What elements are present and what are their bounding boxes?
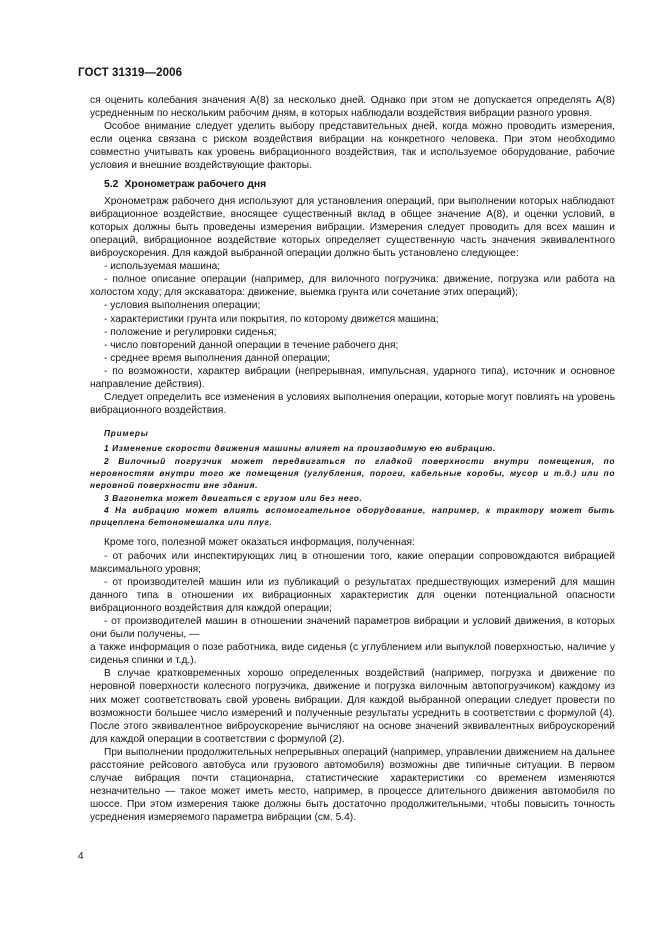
example-item: 3 Вагонетка может двигаться с грузом или без него.: [104, 492, 363, 503]
list-item: - полное описание операции (например, для вилочного погрузчика: движение, погрузка или работа на холостом ходу; для экскаватора: движение, выемка грунта или сочетание этих операций);: [90, 274, 615, 299]
examples-block: [90, 427, 615, 528]
paragraph: а также информация о позе работника, виде сиденья (с углублением или выпуклой поверхностью, наличие у сиденья спинки и т.д.).: [90, 642, 615, 667]
list-item: - от рабочих или инспектирующих лиц в отношении того, какие операции сопровождаются вибрацией максимального уровня;: [90, 550, 615, 575]
section-title: Хронометраж рабочего дня: [124, 178, 267, 190]
paragraph: Хронометраж рабочего дня используют для установления операций, при выполнении которых наблюдают вибрационное воздействие, вносящее существенный вклад в общее значение A(8), и оценки условий, в которых должны быть проведены измерения вибрации. Измерения следует проводить для всех машин и операций, вибрационное воздействие которых определяет существенную часть значения эквивалентного виброускорения. Для каждой выбранной операции должно быть установлено следующее:: [90, 195, 615, 260]
example-item: 4 На вибрацию может влиять вспомогательное оборудование, например, к трактору может быть прицеплена бетономешалка или плуг.: [90, 504, 615, 528]
list-item: - по возможности, характер вибрации (непрерывная, импульсная, ударного типа), источник и основное направление действия).: [90, 365, 615, 390]
list-item: - среднее время выполнения данной операции;: [104, 352, 331, 364]
paragraph: При выполнении продолжительных непрерывных операций (например, управлении движением на дальнее расстояние рейсового автобуса или грузового автомобиля) возможны две типичные ситуации. В первом случае вибрация почти стационарна, статистические характеристики со временем изменяются незначительно — такое может иметь место, например, в процессе длительного движения автомобиля по шоссе. При этом измерения также должны быть достаточно продолжительными, чтобы повысить точность усреднения измеряемого параметра вибрации (см. 5.4).: [90, 746, 615, 824]
document-header: ГОСТ 31319—2006: [78, 67, 183, 79]
section-heading: [104, 178, 615, 191]
list-item: - от производителей машин в отношении значений параметров вибрации и условий движения, в которых они были получены, —: [90, 615, 615, 641]
paragraph: Следует определить все изменения в условиях выполнения операции, которые могут повлиять на уровень вибрационного воздействия.: [90, 392, 615, 417]
list-item: - число повторений данной операции в течение рабочего дня;: [104, 339, 399, 351]
paragraph-continued: ся оценить колебания значения A(8) за несколько дней. Однако при этом не допускается определять A(8) усредненным по нескольким рабочим дням, в которых наблюдали воздействия вибрации разного уровня.: [90, 95, 615, 120]
list-item: - положение и регулировки сиденья;: [104, 326, 277, 338]
page-number: 4: [78, 851, 84, 862]
list-item: - от производителей машин или из публикаций о результатах предшествующих измерений для машин данного типа в отношении их вибрационных характеристик для оценки потенциальной опасности вибрационного воздействия для каждой операции;: [90, 576, 615, 614]
list-item: - используемая машина;: [104, 261, 221, 273]
paragraph: Особое внимание следует уделить выбору представительных дней, когда можно проводить измерения, если оценка связана с риском воздействия вибрации на конкретного человека. При этом необходимо совместно учитывать как уровень вибрационного воздействия, так и используемое оборудование, рабочие условия и внешние воздействующие факторы.: [90, 121, 615, 172]
examples-title: Примеры: [104, 428, 149, 439]
section-number: 5.2: [104, 178, 119, 190]
page-content: [90, 94, 615, 824]
example-item: 1 Изменение скорости движения машины влияет на производимую ею вибрацию.: [104, 443, 496, 454]
paragraph: Кроме того, полезной может оказаться информация, полученная:: [104, 537, 415, 549]
list-item: - характеристики грунта или покрытия, по которому движется машина;: [104, 313, 439, 325]
paragraph: В случае кратковременных хорошо определенных воздействий (например, погрузка и движение по неровной поверхности колесного погрузчика, движение и погрузка вилочным автопогрузчиком) каждому из них может соответствовать свой уровень вибрации. Для каждой выбранной операции следует провести по возможности большее число измерений и полученные результаты усреднить в соответствии с формулой (4). После этого эквивалентное виброускорение вычисляют на основе значений эквивалентных виброускорений для каждой операции в соответствии с формулой (2).: [90, 668, 615, 745]
example-item: 2 Вилочный погрузчик может передвигаться по гладкой поверхности внутри помещения, по неровностям внутри того же помещения (углубления, пороги, кабельные коробы, мусор и т.д.) или по неровной поверхности вне здания.: [90, 455, 615, 491]
list-item: - условия выполнения операции;: [104, 300, 261, 312]
